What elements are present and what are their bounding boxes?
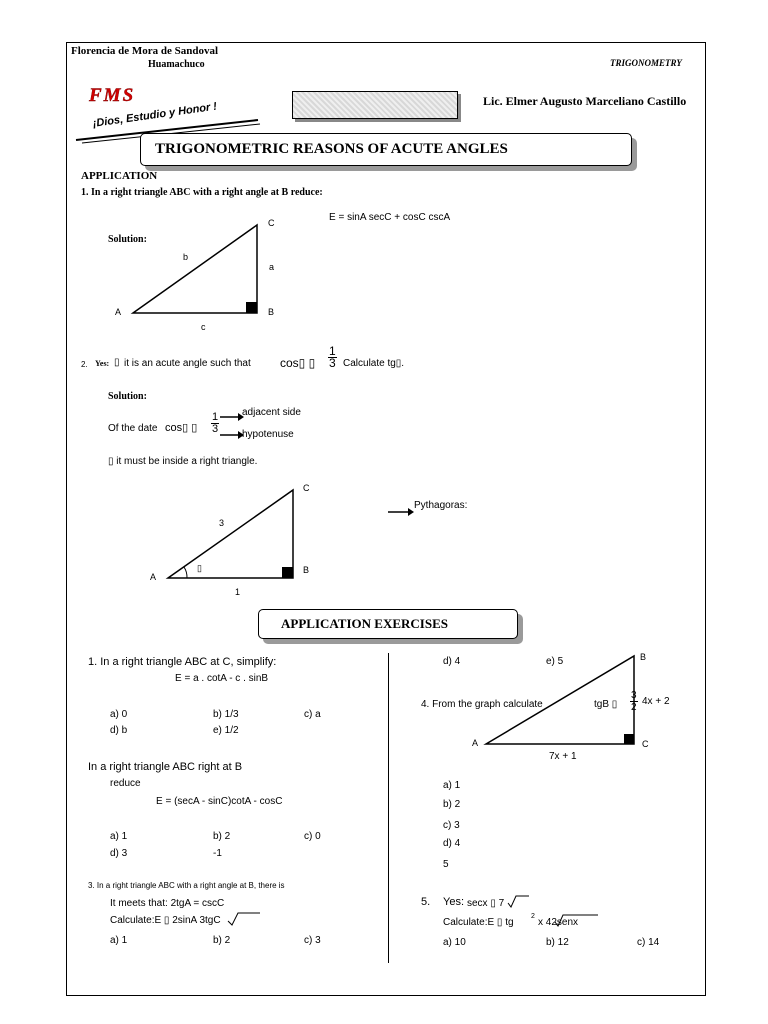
problem2-text: it is an acute angle such that [124,358,251,369]
tri3-side: 4x + 2 [642,696,670,707]
q2-option-c: c) 0 [304,831,321,842]
q2-reduce: reduce [110,778,141,789]
solution-label-1: Solution: [108,234,147,245]
author-name: Florencia de Mora de Sandoval [71,45,219,57]
q5-calc-radical-icon [554,914,600,928]
tri3-base: 7x + 1 [549,751,577,762]
q3-radical-icon [226,911,262,927]
q3-calculate: Calculate:E ▯ 2sinA 3tgC [110,915,221,926]
q3-option-c: c) 3 [304,935,321,946]
date-fraction-numerator: 1 [212,411,219,423]
problem2-fraction-denominator: 3 [329,356,336,370]
q5-radical-icon [507,895,531,909]
subject-label: TRIGONOMETRY [610,58,682,68]
q2-option-e: -1 [213,848,222,859]
inside-triangle-text: ▯ it must be inside a right triangle. [108,456,258,467]
prev-option-e: e) 5 [546,656,564,667]
city-name: Huamachuco [148,59,205,70]
triangle-angle-diagram [150,480,310,590]
solution-label-2: Solution: [108,391,147,402]
application-heading: APPLICATION [81,170,158,182]
q5-option-b: b) 12 [546,937,569,948]
tri2-vertex-a: A [150,572,157,582]
q2-expression: E = (secA - sinC)cotA - cosC [156,796,283,807]
tri2-vertex-b: B [303,565,310,575]
tri2-angle: ▯ [197,563,202,573]
q5-option-c: c) 14 [637,937,660,948]
title-box [140,133,632,166]
problem2-glyph: ▯ [114,357,120,368]
tri1-side-c: c [201,322,206,332]
problem2-fraction [328,346,337,369]
problem1-text: 1. In a right triangle ABC with a right angle at B reduce: [81,187,323,198]
column-divider [388,653,389,963]
q4-option-d: d) 4 [443,838,461,849]
q4-fraction [630,690,638,713]
pythagoras-arrow-icon [386,506,414,518]
q4-text: 4. From the graph calculate [421,699,543,710]
problem2-fraction-numerator: 1 [329,344,336,358]
q4-option-e: 5 [443,859,449,870]
date-text: Of the date [108,423,158,434]
triangle-abc-diagram [110,215,290,340]
q1-option-b: b) 1/3 [213,709,239,720]
q5-number: 5. [421,896,431,908]
q5-option-a: a) 10 [443,937,466,948]
q1-option-d: d) b [110,725,128,736]
q3-option-a: a) 1 [110,935,128,946]
prev-option-d: d) 4 [443,656,461,667]
q4-option-c: c) 3 [443,820,460,831]
pythagoras-label: Pythagoras: [414,500,468,511]
q4-option-b: b) 2 [443,799,461,810]
page-title: TRIGONOMETRIC REASONS OF ACUTE ANGLES [155,141,508,157]
problem1-expression: E = sinA secC + cosC cscA [329,212,451,223]
q3-option-b: b) 2 [213,935,231,946]
problem2-calculate: Calculate tg▯. [343,358,405,369]
problem2-number: 2. [81,360,88,369]
tri3-vertex-b: B [640,652,647,662]
tri3-vertex-c: C [642,739,649,749]
date-fraction-denominator: 3 [212,423,219,435]
q5-yes: Yes: [443,896,465,908]
q4-fraction-denominator: 2 [631,702,637,713]
q1-option-c: c) a [304,709,321,720]
q2-text: In a right triangle ABC right at B [88,761,243,773]
problem2-yes: Yes: [95,359,110,368]
q2-option-b: b) 2 [213,831,231,842]
exercises-title-box [258,609,518,639]
motto-text: ¡Dios, Estudio y Honor ! [92,100,218,130]
exercises-title: APPLICATION EXERCISES [281,616,448,631]
tri3-vertex-a: A [472,738,479,748]
tri2-vertex-c: C [303,483,310,493]
tri2-base: 1 [235,587,241,597]
q1-text: 1. In a right triangle ABC at C, simplify: [88,656,277,668]
fms-logo: FMS [89,85,136,106]
q5-calc-rest: x 42senx [538,917,579,928]
q3-text: 3. In a right triangle ABC with a right angle at B, there is [88,881,285,890]
q1-expression: E = a . cotA - c . sinB [175,673,269,684]
tri1-vertex-c: C [268,218,275,228]
problem2-cos: cos▯ ▯ [280,356,316,370]
teacher-name: Lic. Elmer Augusto Marceliano Castillo [483,94,687,108]
q4-fraction-numerator: 3 [631,690,637,701]
arrows-icon [218,410,244,442]
date-cos: cos▯ ▯ [165,422,198,434]
q5-calc-superscript: 2 [531,913,535,920]
adjacent-label: adjacent side [242,407,301,418]
tri1-vertex-b: B [268,307,275,317]
tri1-side-a: a [269,262,275,272]
q4-option-a: a) 1 [443,780,461,791]
q5-expression: secx ▯ 7 [467,898,505,909]
hypotenuse-label: hypotenuse [242,429,294,440]
header-decorative-box [292,91,458,119]
q4-expression: tgB ▯ [594,699,618,710]
q2-option-d: d) 3 [110,848,128,859]
tri1-side-b: b [183,252,189,262]
q5-calculate: Calculate:E ▯ tg [443,917,514,928]
q1-option-e: e) 1/2 [213,725,239,736]
q2-option-a: a) 1 [110,831,128,842]
q1-option-a: a) 0 [110,709,128,720]
tri1-vertex-a: A [115,307,122,317]
tri2-hypotenuse: 3 [219,518,225,528]
q3-meets: It meets that: 2tgA = cscC [110,898,225,909]
